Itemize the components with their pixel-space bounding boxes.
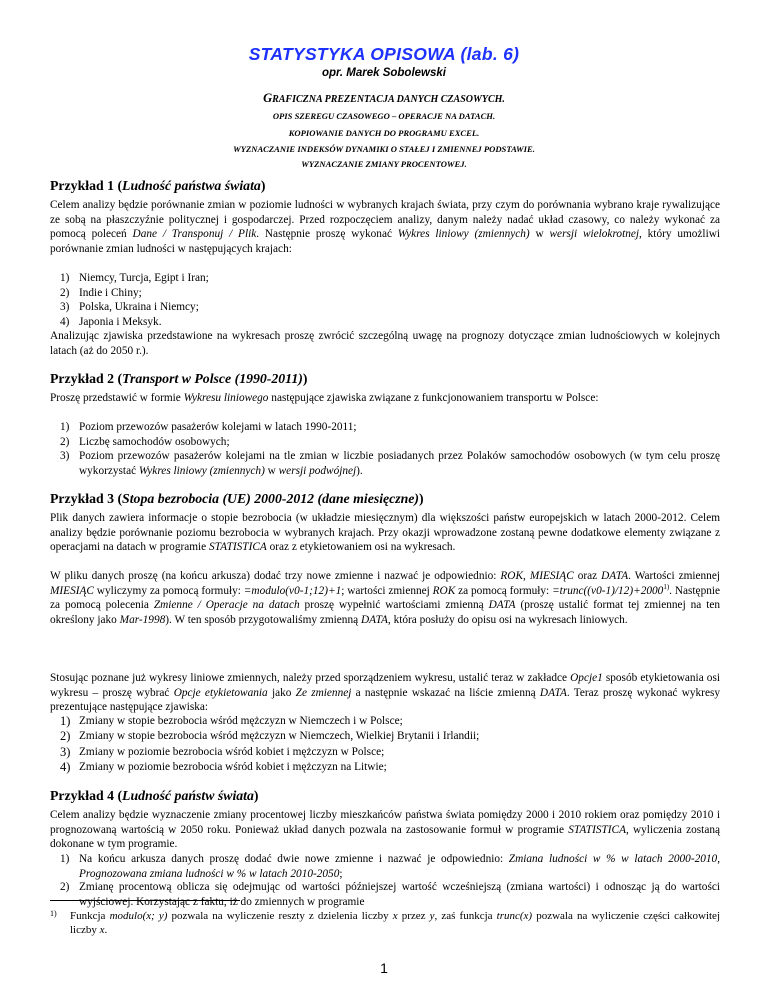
- footnote-separator: [50, 900, 240, 901]
- footnote: 1) Funkcja modulo(x; y) pozwala na wyliczenie reszty z dzielenia liczby x przez y, zaś funkcja trunc(x) pozwala na wyliczenie części całkowitej liczby x.: [50, 909, 720, 937]
- subtitle-main: [0, 93, 768, 105]
- example-4-heading: Przykład 4 (Ludność państw świata): [50, 788, 259, 803]
- page-number: 1: [380, 960, 388, 976]
- subtitle-topic: WYZNACZANIE INDEKSÓW DYNAMIKI O STAŁEJ I ZMIENNEJ PODSTAWIE.: [233, 144, 535, 154]
- document-author: opr. Marek Sobolewski: [322, 67, 446, 79]
- subtitle-rest: RAFICZNA PREZENTACJA DANYCH CZASOWYCH.: [272, 94, 505, 105]
- example-4-paragraph: Celem analizy będzie wyznaczenie zmiany procentowej liczby mieszkańców państwa świata pomiędzy 2000 i 2010 rokiem oraz pomiędzy 2010 i prognozowaną wartością w 2050 roku. Ponieważ układ danych pozwala na zastosowanie formuł w programie STATISTICA, wyliczenia zostaną dokonane w tym programie.: [50, 809, 720, 851]
- example-3-paragraph-2: W pliku danych proszę (na końcu arkusza) dodać trzy nowe zmienne i nazwać je odpowiednio: ROK, MIESIĄC oraz DATA. Wartości zmiennej MIESIĄC wyliczymy za pomocą formuły: =modulo(v0-1;12)+1; wartości zmiennej ROK za pomocą formuły: $=trunc((v0-1)/12)+2000^{1)}$. Następnie za pomocą polecenia Zmienne / Operacje na datach proszę wypełnić wartościami zmienną DATA (proszę ustalić format tej zmiennej na ten określony jako Mar-1998). W ten sposób przygotowaliśmy zmienną DATA, która posłuży do opisu osi na wykresach liniowych.: [50, 570, 721, 626]
- example-1-paragraph: Celem analizy będzie porównanie zmian w poziomie ludności w wybranych krajach świata, przy czym do porównania wybrano kraje rywalizujące ze sobą na płaszczyźnie politycznej i gospodarczej. Przed rozpoczęciem analizy, danym należy nadać układ czasowy, co należy wykonać za pomocą poleceń Dane / Transponuj / Plik. Następnie proszę wykonać Wykres liniowy (zmiennych) w wersji wielokrotnej, który umożliwi porównanie zmian ludności w następujących krajach:: [50, 199, 721, 255]
- list-item: 2) Liczbę samochodów osobowych;: [60, 435, 230, 448]
- example-2-paragraph: Proszę przedstawić w formie Wykresu liniowego następujące zjawiska związane z funkcjonowaniem transportu w Polsce:: [50, 392, 599, 404]
- subtitle-topic: WYZNACZANIE ZMIANY PROCENTOWEJ.: [301, 159, 467, 169]
- subtitle-initial: G: [263, 91, 273, 105]
- example-3-list: [50, 714, 720, 776]
- example-4-list: [50, 852, 720, 881]
- example-3-paragraph-3: Stosując poznane już wykresy liniowe zmiennych, należy przed sporządzeniem wykresu, ustalić teraz w zakładce Opcje1 sposób etykietowania osi wykresu – proszę wybrać Opcje etykietowania jako Ze zmiennej a następnie wskazać na liście zmienną DATA. Teraz proszę wykonać wykresy prezentujące następujące zjawiska:: [50, 672, 721, 714]
- list-item: 2) Zmianę procentową oblicza się odejmując od wartości późniejszej wartość wcześniejszą (zmiana wartości) i odnosząc ją do wartości wyjściowej. Korzystając z faktu, iż do zmiennych w programie: [60, 881, 720, 908]
- example-1-conclusion: Analizując zjawiska przedstawione na wykresach proszę zwrócić szczególną uwagę na prognozy dotyczące zmian ludnościowych w kolejnych latach (aż do 2050 r.).: [50, 330, 720, 357]
- example-1-list: [50, 271, 720, 329]
- list-item: 1) Na końcu arkusza danych proszę dodać dwie nowe zmienne i nazwać je odpowiednio: Zmiana ludności w % w latach 2000-2010, Prognozowana zmiana ludności w % w latach 2010-2050;: [60, 853, 721, 880]
- document-title: STATYSTYKA OPISOWA (lab. 6): [248, 44, 520, 64]
- list-item: 3) Poziom przewozów pasażerów kolejami na tle zmian w liczbie posiadanych przez Polaków samochodów osobowych (w tym celu proszę wykorzystać Wykres liniowy (zmiennych) w wersji podwójnej).: [60, 450, 720, 477]
- list-item: 2) Indie i Chiny;: [60, 286, 142, 299]
- list-item: 1) Zmiany w stopie bezrobocia wśród mężczyzn w Niemczech i w Polsce;: [60, 714, 403, 728]
- list-item: 4) Japonia i Meksyk.: [60, 315, 162, 328]
- subtitle-topic: KOPIOWANIE DANYCH DO PROGRAMU EXCEL.: [288, 128, 480, 138]
- example-3-heading: Przykład 3 (Stopa bezrobocia (UE) 2000-2012 (dane miesięczne)): [50, 491, 424, 506]
- subtitle-topic: OPIS SZEREGU CZASOWEGO – OPERACJE NA DATACH.: [272, 111, 496, 121]
- example-2-heading: Przykład 2 (Transport w Polsce (1990-2011)): [50, 371, 308, 386]
- example-3-paragraph-1: Plik danych zawiera informacje o stopie bezrobocia (w układzie miesięcznym) dla większości państw europejskich w latach 2000-2012. Celem analizy będzie porównanie poziomu bezrobocia w wybranych krajach. Przy okazji wprowadzone zostaną pewne dodatkowe elementy związane z operacjami na datach w programie STATISTICA oraz z etykietowaniem osi na wykresach.: [50, 512, 720, 554]
- list-item: 2) Zmiany w stopie bezrobocia wśród mężczyzn w Niemczech, Wielkiej Brytanii i Irlandii;: [60, 729, 480, 744]
- footnote-reference: 1): [663, 582, 670, 591]
- example-4-list-continued: [50, 880, 720, 909]
- example-1-heading: Przykład 1 (Ludność państwa świata): [50, 178, 266, 193]
- list-item: 4) Zmiany w poziomie bezrobocia wśród kobiet i mężczyzn na Litwie;: [60, 760, 387, 775]
- list-item: 3) Zmiany w poziomie bezrobocia wśród kobiet i mężczyzn w Polsce;: [60, 744, 385, 759]
- list-item: 1) Poziom przewozów pasażerów kolejami w latach 1990-2011;: [60, 421, 357, 433]
- example-2-list: [50, 420, 720, 478]
- list-item: 3) Polska, Ukraina i Niemcy;: [60, 301, 199, 314]
- list-item: 1) Niemcy, Turcja, Egipt i Iran;: [60, 272, 209, 284]
